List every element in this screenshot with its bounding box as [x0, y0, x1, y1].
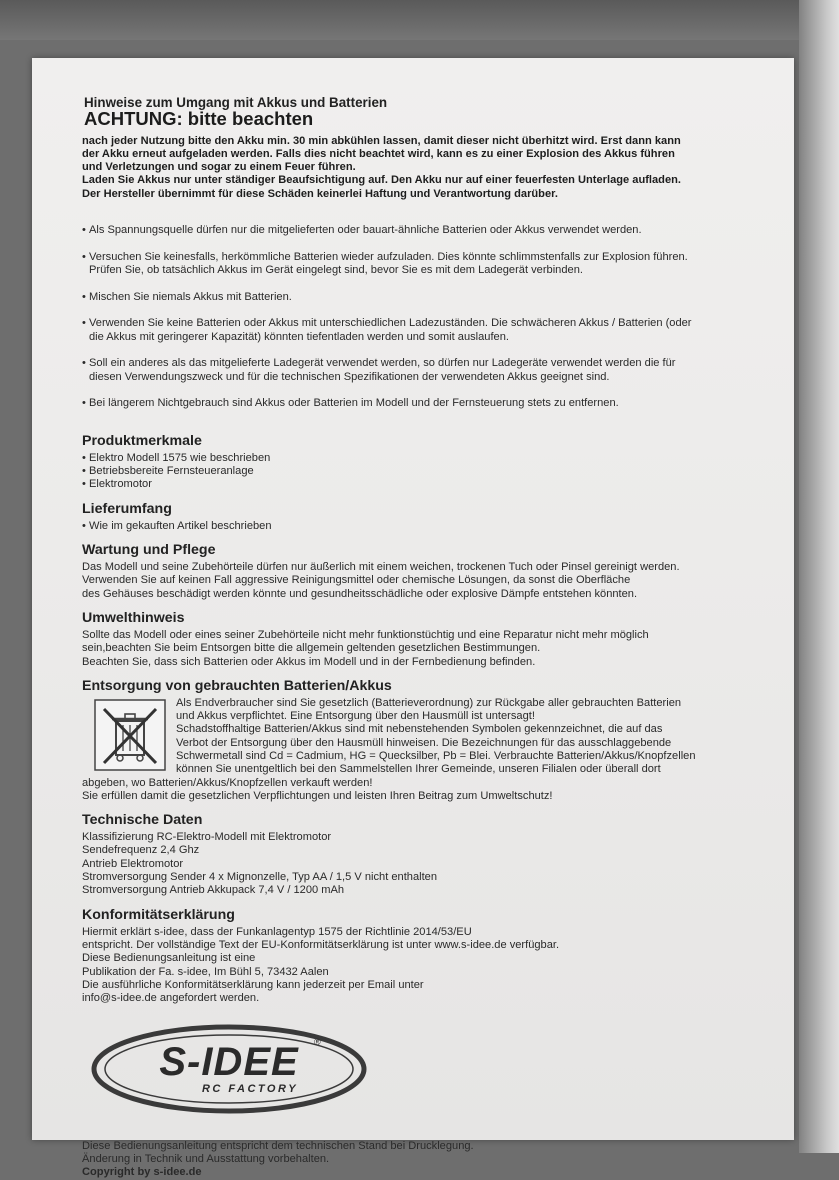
section-heading-entsorgung: Entsorgung von gebrauchten Batterien/Akkus — [82, 677, 392, 694]
text-line: des Gehäuses beschädigt werden könnte und gesundheitsschädliche oder explosive Dämpfe entstehen könnten. — [82, 587, 638, 600]
text-line: Schadstoffhaltige Batterien/Akkus sind mit nebenstehenden Symbolen gekennzeichnet, die auf das — [176, 723, 663, 736]
safety-bullet: • Versuchen Sie keinesfalls, herkömmliche Batterien wieder aufzuladen. Dies könnte schlimmstenfalls zur Explosion führen. Prüfen Sie, ob tatsächlich Akkus im Gerät eingelegt sind, bevor Sie es mit dem Ladegerät verbinden. — [82, 251, 762, 278]
entsorgung-after-text — [82, 777, 762, 804]
safety-bullet: • Verwenden Sie keine Batterien oder Akkus mit unterschiedlichen Ladezuständen. Die schwächeren Akkus / Batterien (oder die Akkus mit geringerer Kapazität) könnten tiefentladen werden und somit auslaufen. — [82, 317, 762, 344]
crossed-bin-icon — [94, 699, 166, 771]
warning-line: Der Hersteller übernimmt für diese Schäden keinerlei Haftung und Verantwortung darüber. — [82, 187, 558, 200]
safety-bullet: • Mischen Sie niemals Akkus mit Batterien. — [82, 291, 762, 304]
section-heading-technische-daten: Technische Daten — [82, 812, 203, 829]
safety-bullet: • Soll ein anderes als das mitgelieferte Ladegerät verwendet werden, so dürfen nur Ladegeräte verwendet werden die für diesen Verwendungszweck und für die technischen Spezifikationen der verwendeten Akkus geeignet sind. — [82, 357, 762, 384]
warning-line: der Akku erneut aufgeladen werden. Falls dies nicht beachtet wird, kann es zu einer Explosion des Akkus führen — [82, 147, 675, 160]
document-title: Hinweise zum Umgang mit Akkus und Batterien — [84, 95, 388, 110]
warning-block — [82, 135, 762, 201]
logo-sub-text: RC FACTORY — [201, 1083, 299, 1096]
copyright-text: Copyright by s-idee.de — [82, 1166, 202, 1179]
safety-bullet-list — [82, 211, 762, 424]
background-right — [799, 0, 839, 1153]
list-item: • Wie im gekauften Artikel beschrieben — [82, 520, 762, 533]
lieferumfang-list — [82, 520, 762, 533]
entsorgung-block — [82, 697, 762, 777]
text-line: Die ausführliche Konformitätserklärung kann jederzeit per Email unter — [82, 978, 424, 991]
text-line: Sie erfüllen damit die gesetzlichen Verpflichtungen und leisten Ihren Beitrag zum Umweltschutz! — [82, 789, 553, 802]
text-line: Stromversorgung Sender 4 x Mignonzelle, Typ AA / 1,5 V nicht enthalten — [82, 871, 438, 884]
list-item: • Elektromotor — [82, 478, 762, 491]
text-line: Publikation der Fa. s-idee, Im Bühl 5, 73432 Aalen — [82, 965, 329, 978]
text-line: Hiermit erklärt s-idee, dass der Funkanlagentyp 1575 der Richtlinie 2014/53/EU — [82, 925, 472, 938]
text-line: Stromversorgung Antrieb Akkupack 7,4 V / 1200 mAh — [82, 884, 345, 897]
text-line: Sollte das Modell oder eines seiner Zubehörteile nicht mehr funktionstüchtig und eine Reparatur nicht mehr möglich — [82, 628, 649, 641]
text-line: Antrieb Elektromotor — [82, 857, 184, 870]
logo-main-text: S-IDEE — [159, 1040, 299, 1085]
safety-bullet: • Bei längerem Nichtgebrauch sind Akkus oder Batterien im Modell und der Fernsteuerung stets zu entfernen. — [82, 397, 762, 410]
text-line: abgeben, wo Batterien/Akkus/Knopfzellen verkauft werden! — [82, 776, 373, 789]
text-line: Schwermetall sind Cd = Cadmium, HG = Quecksilber, Pb = Blei. Verbrauchte Batterien/Akkus/Knopfzellen — [176, 749, 696, 762]
text-line: Sendefrequenz 2,4 Ghz — [82, 844, 200, 857]
section-heading-lieferumfang: Lieferumfang — [82, 500, 172, 517]
text-line: und Akkus verpflichtet. Eine Entsorgung über den Hausmüll ist untersagt! — [176, 710, 535, 723]
text-line: Diese Bedienungsanleitung ist eine — [82, 952, 256, 965]
text-line: Verwenden Sie auf keinen Fall aggressive Reinigungsmittel oder chemische Lösungen, da sonst die Oberfläche — [82, 574, 631, 587]
technische-daten-text — [82, 831, 762, 897]
footer — [82, 1140, 762, 1180]
text-line: sein,beachten Sie beim Entsorgen bitte die allgemein geltenden gesetzlichen Bestimmungen. — [82, 642, 541, 655]
warning-heading: ACHTUNG: bitte beachten — [84, 108, 314, 130]
s-idee-logo — [90, 1023, 368, 1115]
umwelt-text — [82, 629, 762, 669]
warning-line: Laden Sie Akkus nur unter ständiger Beaufsichtigung auf. Den Akku nur auf einer feuerfesten Unterlage aufladen. — [82, 174, 681, 187]
safety-bullet: • Als Spannungsquelle dürfen nur die mitgelieferten oder bauart-ähnliche Batterien oder Akkus verwendet werden. — [82, 224, 762, 237]
text-line: Das Modell und seine Zubehörteile dürfen nur äußerlich mit einem weichen, trockenen Tuch oder Pinsel gereinigt werden. — [82, 561, 680, 574]
section-heading-konformitaet: Konformitätserklärung — [82, 906, 235, 923]
text-line: info@s-idee.de angefordert werden. — [82, 992, 260, 1005]
entsorgung-text — [176, 697, 696, 777]
konformitaet-text — [82, 926, 762, 1006]
logo-registered-mark: ® — [314, 1037, 321, 1048]
text-line: Verbot der Entsorgung über den Hausmüll hinweisen. Die Bezeichnungen für das ausschlaggebende — [176, 736, 672, 749]
section-heading-wartung: Wartung und Pflege — [82, 542, 216, 559]
section-heading-umwelt: Umwelthinweis — [82, 609, 185, 626]
text-line: entspricht. Der vollständige Text der EU-Konformitätserklärung ist unter www.s-idee.de verfügbar. — [82, 938, 560, 951]
page-content — [82, 96, 762, 1180]
document-page — [32, 58, 794, 1179]
list-item: • Betriebsbereite Fernsteueranlage — [82, 465, 762, 478]
text-line: Klassifizierung RC-Elektro-Modell mit Elektromotor — [82, 831, 332, 844]
warning-line: und Verletzungen und sogar zu einem Feuer führen. — [82, 161, 356, 174]
footer-line: Diese Bedienungsanleitung entspricht dem technischen Stand bei Drucklegung. — [82, 1139, 474, 1152]
wartung-text — [82, 561, 762, 601]
produktmerkmale-list — [82, 452, 762, 492]
background-top — [0, 0, 839, 40]
text-line: Als Endverbraucher sind Sie gesetzlich (Batterieverordnung) zur Rückgabe aller gebrauchten Batterien — [176, 696, 682, 709]
warning-line: nach jeder Nutzung bitte den Akku min. 30 min abkühlen lassen, damit dieser nicht überhitzt wird. Erst dann kann — [82, 134, 681, 147]
text-line: können Sie unentgeltlich bei den Sammelstellen Ihrer Gemeinde, unseren Filialen oder überall dort — [176, 763, 661, 776]
section-heading-produktmerkmale: Produktmerkmale — [82, 432, 202, 449]
footer-line: Änderung in Technik und Ausstattung vorbehalten. — [82, 1153, 330, 1166]
text-line: Beachten Sie, dass sich Batterien oder Akkus im Modell und in der Fernbedienung befinden. — [82, 655, 536, 668]
list-item: • Elektro Modell 1575 wie beschrieben — [82, 452, 762, 465]
